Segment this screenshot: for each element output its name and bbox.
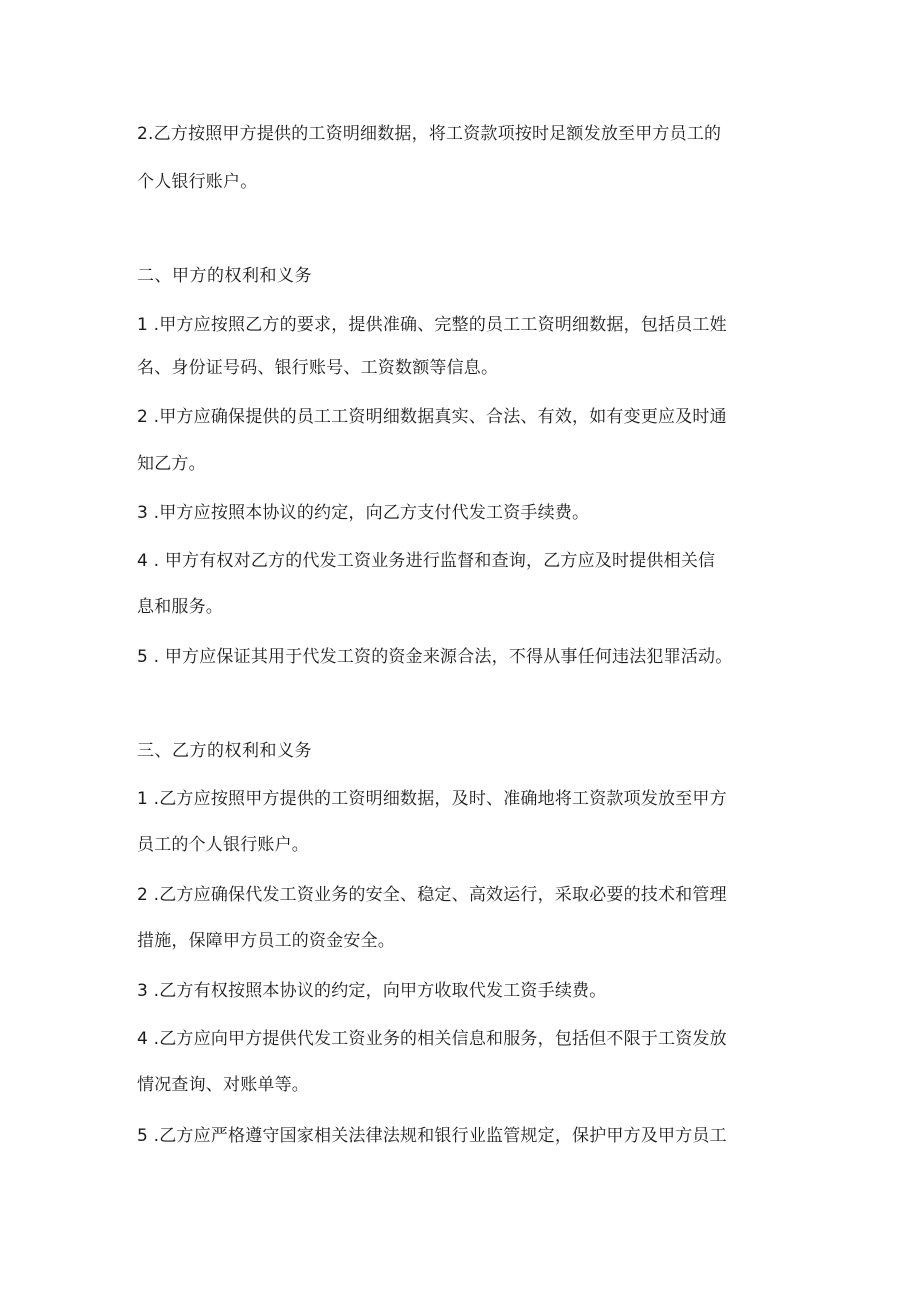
section-3-item-3-line-1: 3 .乙方有权按照本协议的约定，向甲方收取代发工资手续费。 — [137, 981, 607, 1001]
section-2-item-5-line-1: 5 . 甲方应保证其用于代发工资的资金来源合法，不得从事任何违法犯罪活动。 — [137, 647, 733, 667]
intro-item-line-2: 个人银行账户。 — [137, 172, 258, 192]
section-3-item-1-line-2: 员工的个人银行账户。 — [137, 835, 309, 855]
section-3-item-1-line-1: 1 .乙方应按照甲方提供的工资明细数据，及时、准确地将工资款项发放至甲方 — [137, 789, 727, 809]
section-3-heading: 三、乙方的权利和义务 — [137, 741, 312, 761]
section-3-item-4-line-1: 4 .乙方应向甲方提供代发工资业务的相关信息和服务，包括但不限于工资发放 — [137, 1029, 727, 1049]
section-2-item-1-line-2: 名、身份证号码、银行账号、工资数额等信息。 — [137, 358, 499, 378]
section-3-item-5-line-1: 5 .乙方应严格遵守国家相关法律法规和银行业监管规定，保护甲方及甲方员工 — [137, 1126, 727, 1146]
section-2-heading: 二、甲方的权利和义务 — [137, 266, 312, 286]
intro-item-line-1: 2.乙方按照甲方提供的工资明细数据，将工资款项按时足额发放至甲方员工的 — [137, 124, 722, 144]
section-3-item-2-line-1: 2 .乙方应确保代发工资业务的安全、稳定、高效运行，采取必要的技术和管理 — [137, 885, 727, 905]
section-3-item-2-line-2: 措施，保障甲方员工的资金安全。 — [137, 931, 395, 951]
section-2-item-4-line-2: 息和服务。 — [137, 597, 223, 617]
section-2-item-4-line-1: 4 . 甲方有权对乙方的代发工资业务进行监督和查询，乙方应及时提供相关信 — [137, 551, 716, 571]
section-2-item-3-line-1: 3 .甲方应按照本协议的约定，向乙方支付代发工资手续费。 — [137, 503, 590, 523]
section-2-item-2-line-1: 2 .甲方应确保提供的员工工资明细数据真实、合法、有效，如有变更应及时通 — [137, 407, 727, 427]
section-2-item-1-line-1: 1 .甲方应按照乙方的要求，提供准确、完整的员工工资明细数据，包括员工姓 — [137, 315, 727, 335]
section-3-item-4-line-2: 情况查询、对账单等。 — [137, 1075, 309, 1095]
section-2-item-2-line-2: 知乙方。 — [137, 454, 206, 474]
